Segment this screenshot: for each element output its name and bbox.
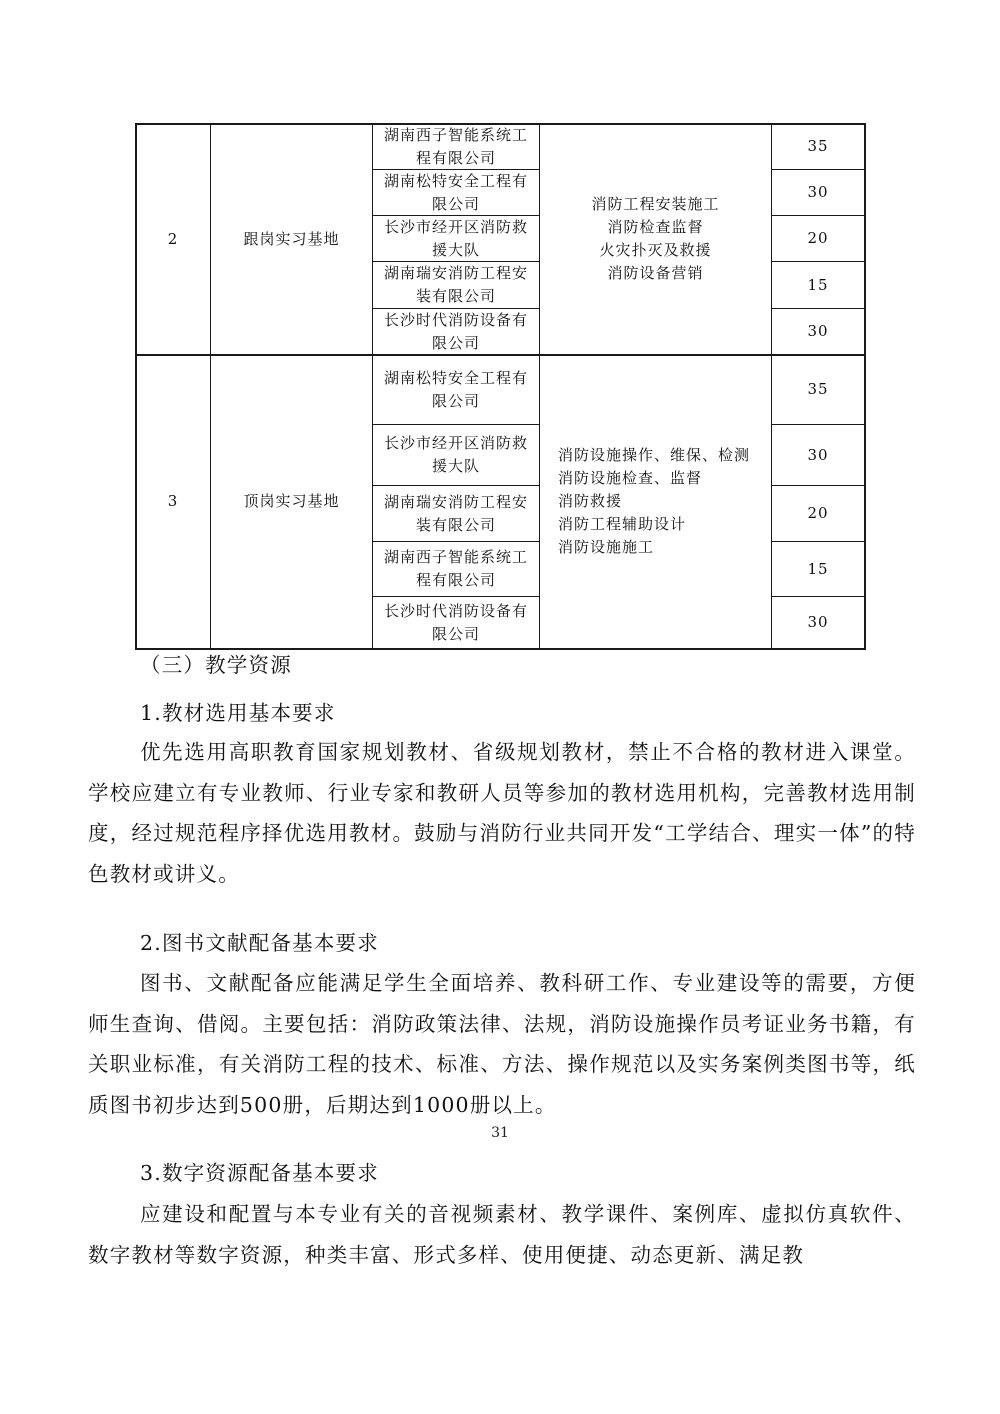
company-cell: 湖南西子智能系统工 程有限公司	[383, 548, 528, 589]
subsection-title: 1.教材选用基本要求	[140, 701, 336, 725]
row-number: 2	[167, 229, 179, 248]
table-right-border	[864, 123, 866, 650]
count-cell: 30	[807, 613, 829, 631]
company-cell: 湖南松特安全工程有 限公司	[383, 171, 528, 213]
page-number: 31	[491, 1125, 509, 1141]
paragraph: 图书、文献配备应能满足学生全面培养、教科研工作、专业建设等的需要，方便师生查询、借阅。主要包括：消防政策法律、法规，消防设施操作员考证业务书籍，有关职业标准，有关消防工程的技术、标准、方法、操作规范以及实务案例类图书等，纸质图书初步达到500册，后期达到1000册以上。	[88, 971, 916, 1117]
company-cell: 湖南瑞安消防工程安 装有限公司	[383, 492, 528, 534]
company-cell: 长沙市经开区消防救 援大队	[383, 434, 528, 475]
company-cell: 湖南瑞安消防工程安 装有限公司	[383, 264, 528, 305]
company-cell: 长沙时代消防设备有 限公司	[383, 310, 528, 352]
count-cell: 35	[807, 380, 829, 398]
count-cell: 15	[807, 275, 829, 294]
company-cell: 湖南西子智能系统工 程有限公司	[383, 125, 528, 167]
paragraph: 优先选用高职教育国家规划教材、省级规划教材，禁止不合格的教材进入课堂。学校应建立有专业教师、行业专家和教研人员等参加的教材选用机构，完善教材选用制度，经过规范程序择优选用教材。鼓励与消防行业共同开发“工学结合、理实一体”的特色教材或讲义。	[88, 740, 916, 886]
count-cell: 30	[807, 183, 829, 201]
count-cell: 20	[807, 229, 829, 247]
job-duties-cell: 消防设施操作、维保、检测 消防设施检查、监督 消防救援 消防工程辅助设计 消防设施施工	[558, 446, 751, 556]
subsection-title: 2.图书文献配备基本要求	[140, 931, 379, 955]
count-cell: 30	[807, 445, 829, 464]
paragraph: 应建设和配置与本专业有关的音视频素材、教学课件、案例库、虚拟仿真软件、数字教材等数字资源，种类丰富、形式多样、使用便捷、动态更新、满足教	[88, 1202, 916, 1267]
subsection-title: 3.数字资源配备基本要求	[140, 1161, 379, 1185]
row-number: 3	[167, 492, 179, 510]
section-heading: （三）教学资源	[140, 653, 292, 677]
company-cell: 长沙时代消防设备有 限公司	[383, 601, 528, 643]
count-cell: 30	[807, 322, 829, 340]
company-cell: 长沙市经开区消防救 援大队	[383, 217, 528, 259]
base-type: 顶岗实习基地	[243, 492, 340, 510]
job-duties-cell: 消防工程安装施工 消防检查监督 火灾扑灭及救援 消防设备营销	[591, 195, 720, 282]
company-cell: 湖南松特安全工程有 限公司	[383, 368, 528, 410]
base-type: 跟岗实习基地	[243, 229, 340, 248]
count-cell: 20	[807, 504, 829, 522]
count-cell: 15	[807, 559, 829, 578]
count-cell: 35	[807, 137, 829, 155]
